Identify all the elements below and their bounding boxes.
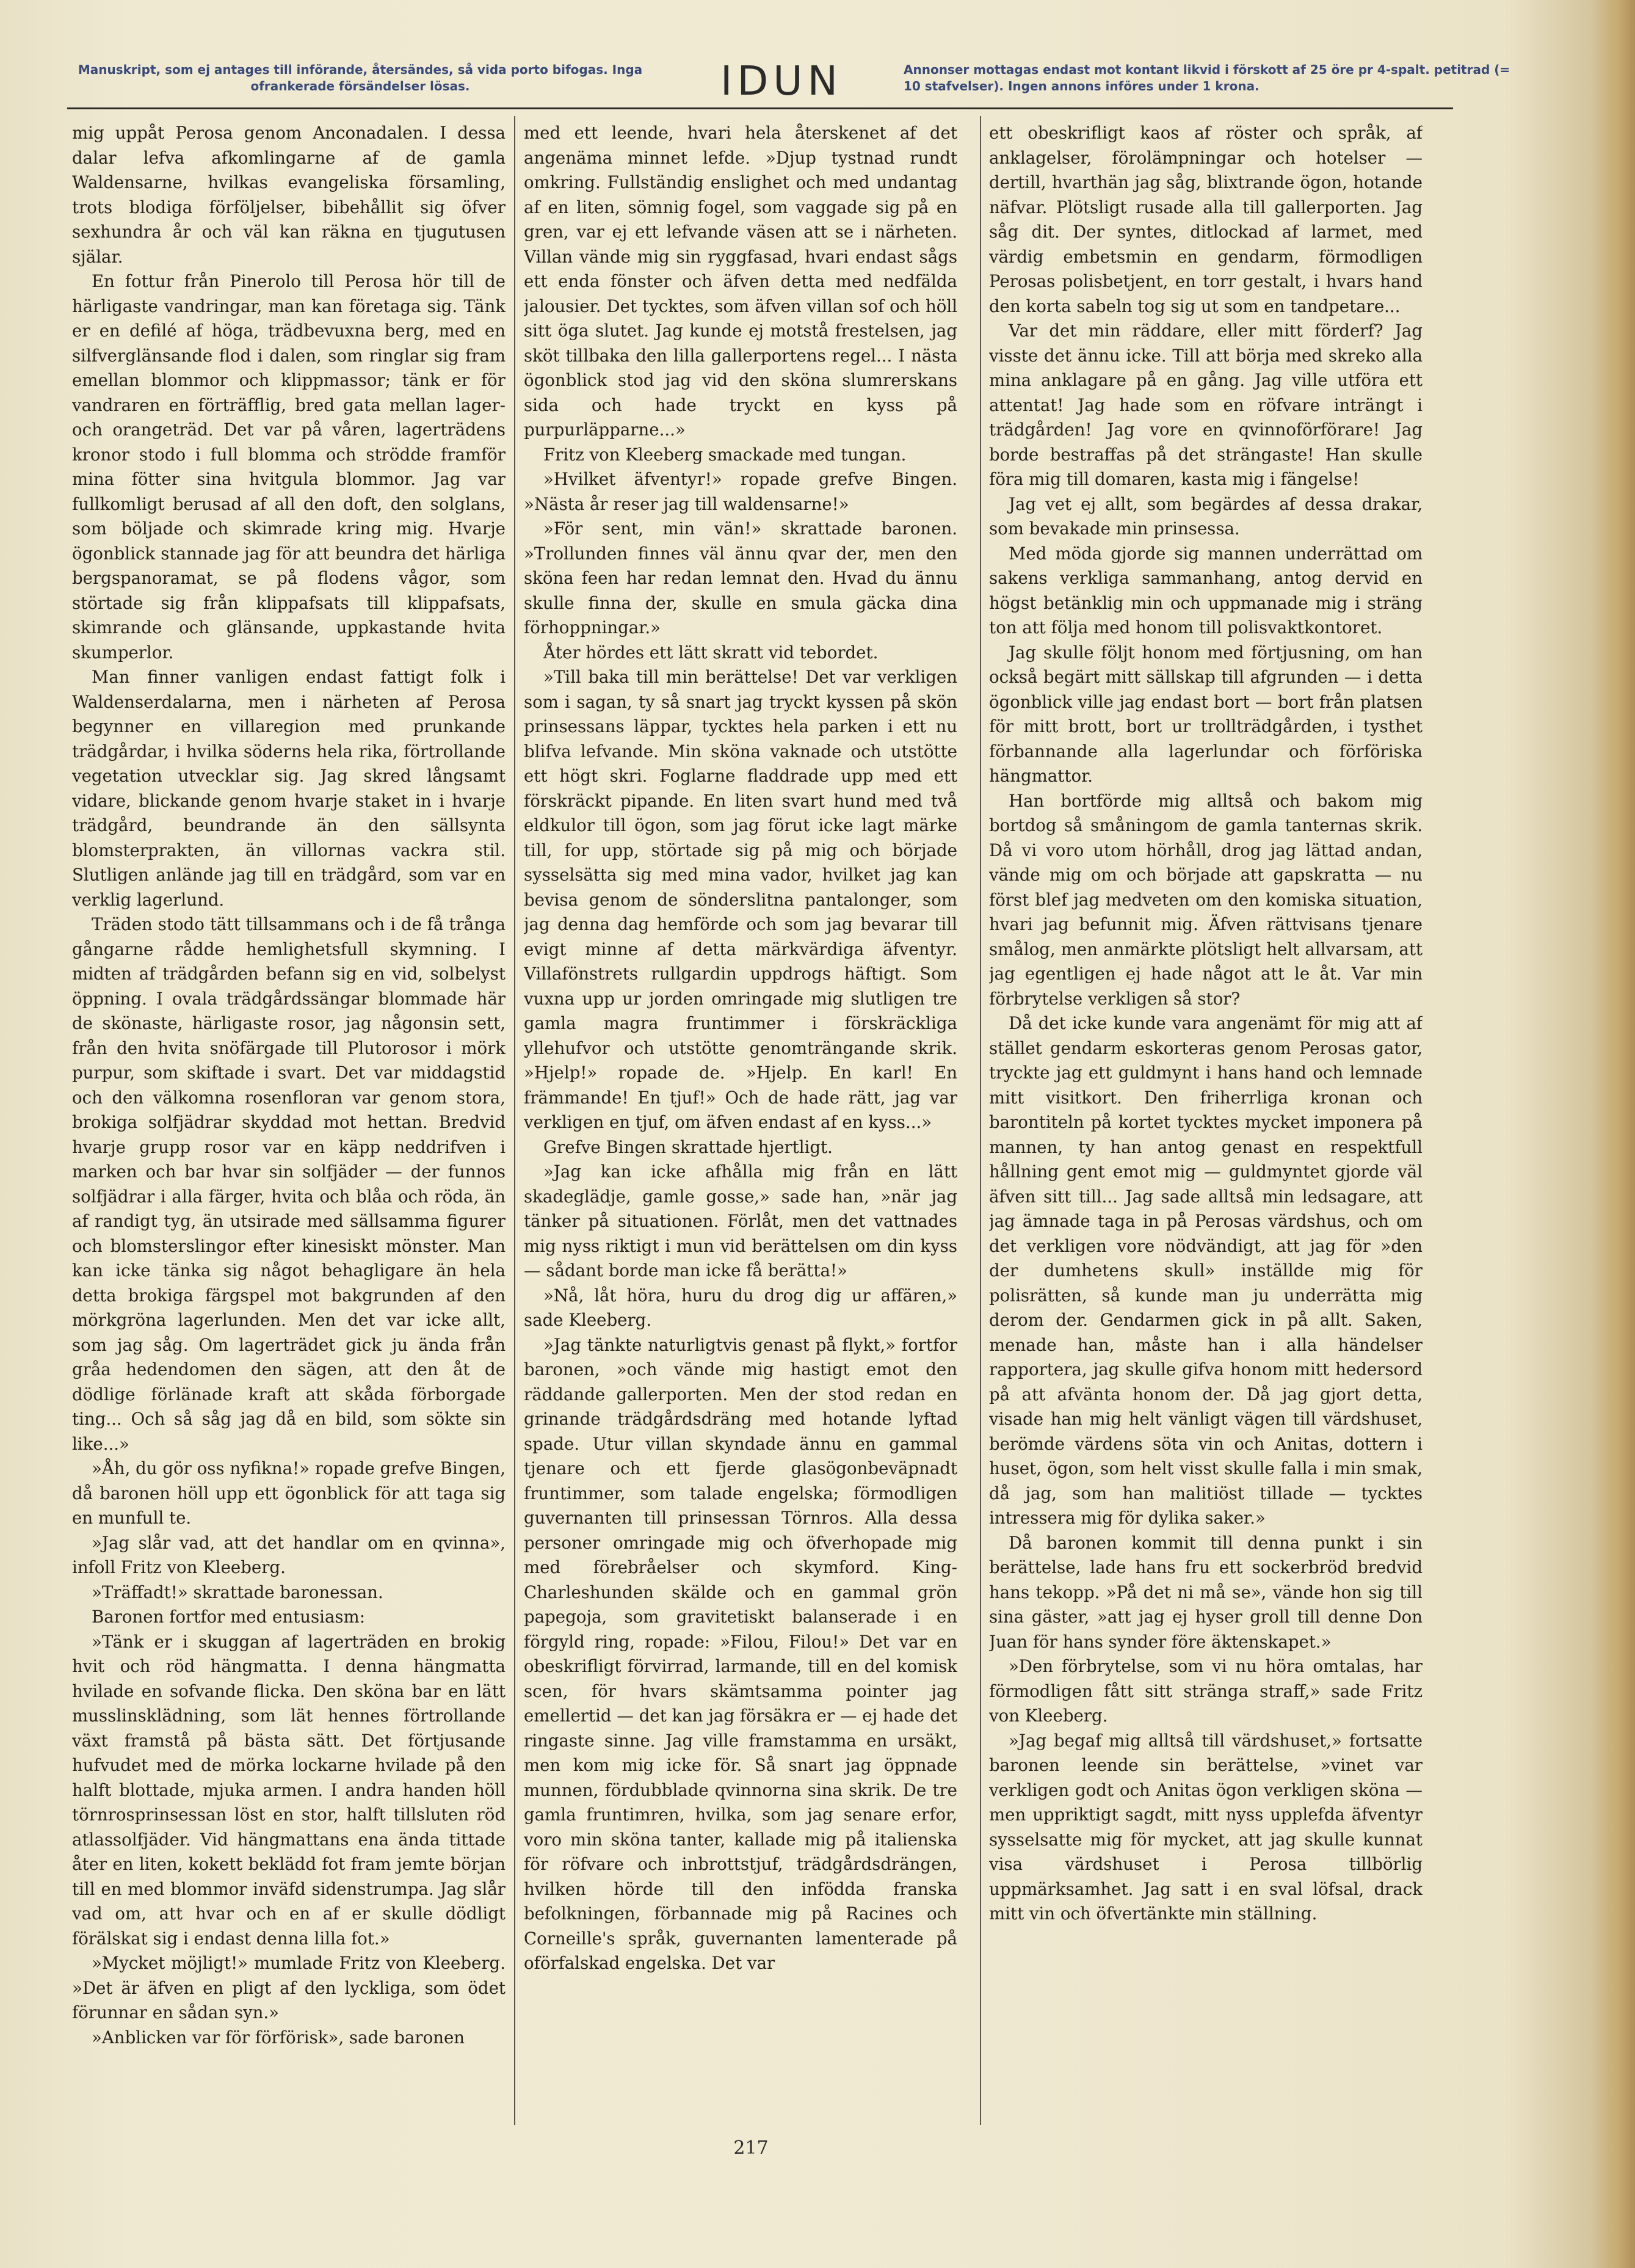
page-number: 217 (733, 2137, 769, 2159)
masthead-title: IDUN (720, 57, 843, 104)
paragraph: »Träffadt!» skrattade baronessan. (92, 1582, 383, 1602)
paragraph: Då baronen kommit till denna punkt i sin berättelse, lade hans fru ett sockerbröd bredvid hans tekopp. »På det ni må se», vände hon sig till sina gäster, »att jag ej hyser groll till denne Don Juan för hans synder före äktenskapet.» (989, 1532, 1423, 1652)
paragraph: »Hvilket äfventyr!» ropade grefve Bingen. »Nästa år reser jag till waldensarne!» (524, 469, 957, 514)
header-advertising-note: Annonser mottagas endast mot kontant likvid i förskott af 25 öre pr 4-spalt. petitrad (= 10 stafvelser). Ingen annons införes under 1 krona. (904, 62, 1510, 93)
paragraph: Jag vet ej allt, som begärdes af dessa drakar, som bevakade min prinsessa. (989, 493, 1423, 539)
paragraph: Baronen fortfor med entusiasm: (92, 1607, 366, 1627)
paragraph: Var det min räddare, eller mitt förderf? Jag visste det ännu icke. Till att börja med skreko alla mina anklagare på en gång. Jag ville utföra ett attentat! Jag hade som en röfvare inträngt i trädgården! Jag vore en qvinnoförförare! Jag borde bestraffas på det strängaste! Han skulle föra mig till domaren, kasta mig i fängelse! (989, 321, 1423, 489)
paragraph: Träden stodo tätt tillsammans och i de få trånga gångarne rådde hemlighetsfull skymning. I midten af trädgården befann sig en vid, solbelyst öppning. I ovala trädgårdssängar blommade här de skönaste, härligaste rosor, jag någonsin sett, från den hvita snöfärgade till Plutorosor i mörk purpur, som skiftade i svart. Det var middagstid och den välkomna rosenfloran var genom stora, brokiga solfjädrar skyddad mot hettan. Bredvid hvarje grupp rosor var en käpp neddrifven i marken och bar hvar sin solfjäder — der funnos solfjädrar i alla färger, hvita och blåa och röda, än af randigt tyg, än utsirade med sällsamma figurer och blomsterslingor efter kinesiskt mönster. Man kan icke tänka sig något behagligare än hela detta brokiga färgspel mot bakgrunden af den mörkgröna lagerlunden. Men det var icke allt, som jag såg. Om lagerträdet gick ju ända från gråa hedendomen den sägen, att den åt de dödlige förlänade kraft att skåda förborgade ting... Och så såg jag då en bild, som sökte sin like...» (72, 914, 506, 1454)
paragraph: Åter hördes ett lätt skratt vid tebordet. (543, 642, 879, 663)
paragraph: »Mycket möjligt!» mumlade Fritz von Kleeberg. »Det är äfven en pligt af den lyckliga, som ödet förunnar en sådan syn.» (72, 1953, 506, 2023)
paragraph: Man finner vanligen endast fattigt folk i Waldenserdalarna, men i närheten af Perosa begynner en villaregion med prunkande trädgårdar, i hvilka söderns hela rika, förtrollande vegetation utvecklar sig. Jag skred långsamt vidare, blickande genom hvarje staket in i hvarje trädgård, beundrande än den sällsynta blomsterprakten, än villornas vackra stil. Slutligen anlände jag till en trädgård, som var en verklig lagerlund. (72, 667, 506, 910)
text-column-2 (524, 121, 957, 2124)
text-column-3 (989, 121, 1423, 2124)
header-submission-note: Manuskript, som ej antages till införande, återsändes, så vida porto bifogas. Inga ofrankerade försändelser lösas. (78, 62, 643, 93)
paragraph: »Den förbrytelse, som vi nu höra omtalas, har förmodligen fått sitt stränga straff,» sade Fritz von Kleeberg. (989, 1656, 1423, 1726)
paragraph: En fottur från Pinerolo till Perosa hör till de härligaste vandringar, man kan företaga sig. Tänk er en defilé af höga, trädbevuxna berg, med en silfverglänsande flod i dalen, som ringlar sig fram emellan blommor och klippmassor; tänk er för vandraren en förträfflig, bred gata mellan lager- och orangeträd. Det var på våren, lagerträdens kronor stodo i full blomma och strödde framför mina fötter sina hvitgula blommor. Jag var fullkomligt berusad af all den doft, den solglans, som böljade och skimrade kring mig. Hvarje ögonblick stannade jag för att beundra det härliga bergspanoramat, se på flodens vågor, som störtade sig från klippafsats till klippafsats, skimrande och glänsande, uppkastande hvita skumperlor. (72, 271, 506, 663)
paragraph: Fritz von Kleeberg smackade med tungan. (543, 444, 907, 465)
paragraph: mig uppåt Perosa genom Anconadalen. I dessa dalar lefva afkomlingarne af de gamla Waldensarne, hvilkas evangeliska församling, trots blodiga förföljelser, bibehållit sig öfver sexhundra år och väl kan räkna en tjugutusen själar. (72, 123, 506, 267)
paragraph: med ett leende, hvari hela återskenet af det angenäma minnet lefde. »Djup tystnad rundt omkring. Fullständig enslighet och med undantag af en liten, sömnig fogel, som vaggade sig på en gren, var ej ett lefvande väsen att se i närheten. Villan vände mig sin ryggfasad, hvari endast sågs ett enda fönster och äfven detta med nedfälda jalousier. Det tycktes, som äfven villan sof och höll sitt öga slutet. Jag kunde ej motstå frestelsen, jag sköt tillbaka den lilla gallerportens regel... I nästa ögonblick stod jag vid den sköna slumrerskans sida och hade tryckt en kyss på purpurläpparne...» (524, 123, 957, 440)
paragraph: »Anblicken var för förförisk», sade baronen (92, 2027, 465, 2048)
paragraph: Då det icke kunde vara angenämt för mig att af stället gendarm eskorteras genom Perosas gator, tryckte jag ett guldmynt i hans hand och lemnade mitt visitkort. Den friherrliga kronan och barontiteln på kortet tycktes mycket imponera på mannen, ty han antog genast en respektfull hållning gent emot mig — guldmyntet gjorde väl äfven sitt till... Jag sade alltså min ledsagare, att jag ämnade taga in på Perosas värdshus, och om det verkligen vore nödvändigt, att jag för »den der dumhetens skull» inställde mig för polisrätten, så kunde man ju underrätta mig derom der. Gendarmen gick in på allt. Saken, menade han, måste han i alla händelser rapportera, jag skulle gifva honom mitt hedersord på att afvänta honom der. Då jag gjort detta, visade han mig helt vänligt vägen till värdshuset, berömde värdens söta vin och Anitas, dottern i huset, ögon, som helt visst skulle falla i min smak, då jag, som han malitiöst tillade — tycktes intressera mig för dylika saker.» (989, 1013, 1423, 1528)
text-column-1 (72, 121, 506, 2124)
paragraph: »Jag tänkte naturligtvis genast på flykt,» fortfor baronen, »och vände mig hastigt emot den räddande gallerporten. Men der stod redan en grinande trädgårdsdräng med hotande lyftad spade. Utur villan skyndade ännu en gammal tjenare och ett fjerde glasögonbeväpnadt fruntimmer, som talade engelska; förmodligen guvernanten till prinsessan Törnros. Alla dessa personer omringade mig och öfverhopade mig med förebråelser och skymford. King-Charleshunden skälde och en gammal grön papegoja, som gravitetiskt balanserade i en förgyld ring, ropade: »Filou, Filou!» Det var en obeskrifligt förvirrad, larmande, till en del komisk scen, för hvars skämtsamma pointer jag emellertid — det kan jag försäkra er — ej hade det ringaste sinne. Jag ville framstamma en ursäkt, men kom mig icke för. Så snart jag öppnade munnen, fördubblade qvinnorna sina skrik. De tre gamla fruntimren, hvilka, som jag senare erfor, voro min sköna tanter, kallade mig på italienska för röfvare och inbrottstjuf, trädgårdsdrängen, hvilken hörde till den infödda franska befolkningen, förbannade mig på Racines och Corneille's språk, guvernanten lamenterade på oförfalskad engelska. Det var (524, 1334, 957, 1973)
paragraph: »För sent, min vän!» skrattade baronen. »Trollunden finnes väl ännu qvar der, men den sköna feen har redan lemnat den. Hvad du ännu skulle finna der, skulle en smula gäcka dina förhoppningar.» (524, 518, 957, 638)
paragraph: Jag skulle följt honom med förtjusning, om han också begärt mitt sällskap till afgrunden — i detta ögonblick ville jag endast bort — bort från platsen för mitt brott, bort ur trollträdgården, i tysthet förbannande alla lagerlundar och förföriska hängmattor. (989, 642, 1423, 786)
header-rule (67, 107, 1453, 109)
paragraph: Med möda gjorde sig mannen underrättad om sakens verkliga sammanhang, antog dervid en högst betänklig min och uppmanade mig i sträng ton att följa med honom till polisvaktkontoret. (989, 543, 1423, 638)
paragraph: »Jag kan icke afhålla mig från en lätt skadeglädje, gamle gosse,» sade han, »när jag tänker på situationen. Förlåt, men det vattnades mig nyss riktigt i mun vid berättelsen om din kyss — sådant borde man icke få berätta!» (524, 1161, 957, 1281)
page-edge-shadow (1592, 0, 1635, 2268)
paragraph: ett obeskrifligt kaos af röster och språk, af anklagelser, förolämpningar och hotelser — dertill, hvarthän jag såg, blixtrande ögon, hotande näfvar. Plötsligt rusade alla till gallerporten. Jag såg dit. Der syntes, ditlockad af larmet, med värdig embetsmin en gendarm, förmodligen Perosas polisbetjent, en torr gestalt, i hvars hand den korta sabeln tog sig ut som en tandpetare... (989, 123, 1423, 316)
column-divider (514, 116, 515, 2125)
paragraph: »Till baka till min berättelse! Det var verkligen som i sagan, ty så snart jag tryckt kyssen på skön prinsessans läppar, tycktes hela parken i ett nu blifva lefvande. Min sköna vaknade och utstötte ett högt skri. Foglarne fladdrade upp med ett förskräckt pipande. En liten svart hund med två eldkulor till ögon, som jag förut icke lagt märke till, for upp, störtade sig på mig och började sysselsätta sig med mina vador, hvilket jag kan bevisa genom de sönderslitna pantalonger, som jag denna dag hemförde och som jag bevarar till evigt minne af detta märkvärdiga äfventyr. Villafönstrets rullgardin uppdrogs häftigt. Som vuxna upp ur jorden omringade mig slutligen tre gamla magra fruntimmer i förskräckliga yllehufvor och utstötte genomträngande skrik. »Hjelp!» ropade de. »Hjelp. En karl! En främmande! En tjuf!» Och de hade rätt, jag var verkligen en tjuf, om äfven endast af en kyss...» (524, 667, 957, 1132)
page-header (67, 57, 1510, 107)
paragraph: »Tänk er i skuggan af lagerträden en brokig hvit och röd hängmatta. I denna hängmatta hvilade en sofvande flicka. Den sköna bar en lätt musslinsklädning, som lät hennes förtrollande växt framstå på bästa sätt. Det förtjusande hufvudet med de mörka lockarne hvilade på den halft blottade, mjuka armen. I andra handen höll törnrosprinsessan löst en stor, halft tillsluten röd atlassolfjäder. Vid hängmattans ena ända tittade åter en liten, kokett beklädd fot fram jemte början till en med blommor inväfd sidenstrumpa. Jag slår vad om, att hvar och en af er skulle dödligt förälskat sig i endast denna lilla fot.» (72, 1631, 506, 1949)
paragraph: Han bortförde mig alltså och bakom mig bortdog så småningom de gamla tanternas skrik. Då vi voro utom hörhåll, drog jag lättad andan, vände mig om och började att gapskratta — nu först blef jag medveten om den komiska situation, hvari jag befunnit mig. Äfven rättvisans tjenare smålog, men anmärkte plötsligt helt allvarsam, att jag egentligen ej hade något att le åt. Var min förbrytelse verkligen så stor? (989, 790, 1423, 1009)
paragraph: »Jag begaf mig alltså till värdshuset,» fortsatte baronen leende sin berättelse, »vinet var verkligen godt och Anitas ögon verkligen sköna — men uppriktigt sagdt, mitt nyss upplefda äfventyr sysselsatte mig för mycket, att jag skulle kunnat visa värdshuset i Perosa tillbörlig uppmärksamhet. Jag satt i en sval löfsal, drack mitt vin och öfvertänkte min ställning. (989, 1730, 1423, 1924)
paragraph: »Jag slår vad, att det handlar om en qvinna», infoll Fritz von Kleeberg. (72, 1532, 506, 1577)
paragraph: Grefve Bingen skrattade hjertligt. (543, 1136, 833, 1157)
column-divider (980, 116, 981, 2125)
paragraph: »Nå, låt höra, huru du drog dig ur affären,» sade Kleeberg. (524, 1285, 957, 1330)
paragraph: »Åh, du gör oss nyfikna!» ropade grefve Bingen, då baronen höll upp ett ögonblick för att taga sig en munfull te. (72, 1458, 506, 1528)
